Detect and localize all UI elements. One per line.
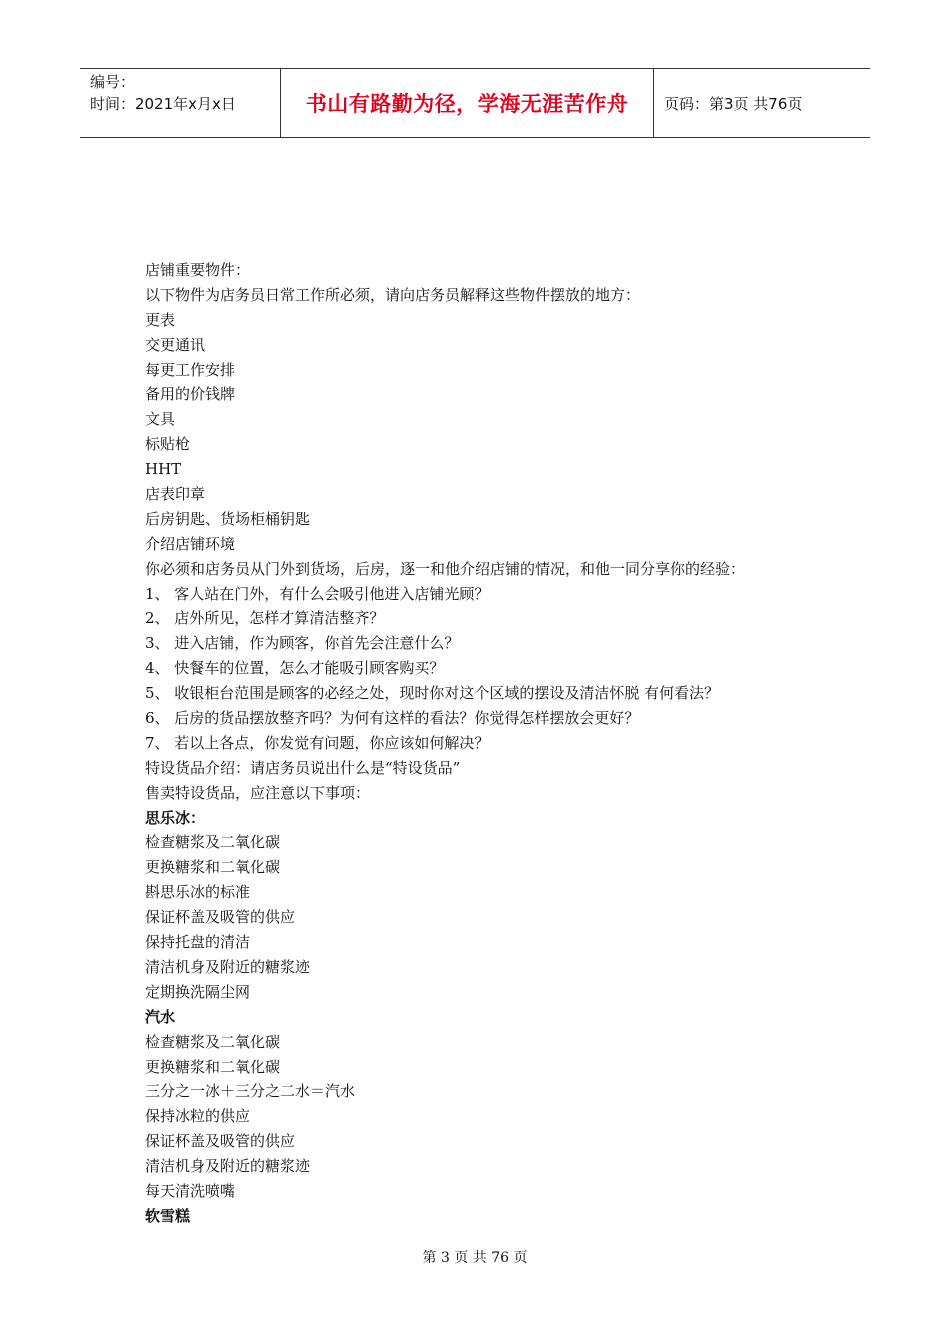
text-line: 售卖特设货品，应注意以下事项：	[145, 783, 371, 802]
text-line: 每天清洗喷嘴	[145, 1181, 236, 1200]
text-line: 2、 店外所见，怎样才算清洁整齐？	[145, 609, 385, 628]
text-line: 7、 若以上各点，你发觉有问题，你应该如何解决？	[145, 733, 490, 752]
text-line: 更表	[145, 310, 176, 329]
section-heading: 汽水	[145, 1007, 176, 1026]
text-line: 4、 快餐车的位置，怎么才能吸引顾客购买？	[145, 659, 445, 678]
time-label: 时间：2021年x月x日	[90, 95, 236, 113]
document-body	[145, 258, 845, 1229]
text-line: 以下物件为店务员日常工作所必须，请向店务员解释这些物件摆放的地方：	[145, 285, 641, 304]
section-heading: 软雪糕	[145, 1206, 191, 1225]
header-meta	[80, 69, 281, 137]
text-line: 斟思乐冰的标准	[145, 883, 251, 902]
header-motto	[281, 69, 654, 137]
text-line: 保证杯盖及吸管的供应	[145, 1132, 296, 1151]
number-label: 编号：	[90, 73, 136, 91]
text-line: HHT	[145, 460, 182, 479]
text-line: 检查糖浆及二氧化碳	[145, 833, 281, 852]
text-line: 5、 收银柜台范围是顾客的必经之处，现时你对这个区域的摆设及清洁怀脱 有何看法？	[145, 684, 720, 703]
text-line: 清洁机身及附近的糖浆迹	[145, 957, 311, 976]
page-label: 页码：第3页 共76页	[664, 94, 803, 113]
page-footer: 第 3 页 共 76 页	[422, 1250, 528, 1266]
text-line: 备用的价钱牌	[145, 385, 236, 404]
text-line: 标贴枪	[145, 435, 191, 454]
text-line: 店铺重要物件：	[145, 261, 251, 279]
page-header	[80, 68, 870, 138]
text-line: 介绍店铺环境	[145, 534, 236, 553]
text-line: 保证杯盖及吸管的供应	[145, 908, 296, 927]
header-page-info	[654, 69, 870, 137]
text-line: 更换糖浆和二氧化碳	[145, 858, 281, 877]
text-line: 清洁机身及附近的糖浆迹	[145, 1157, 311, 1176]
text-line: 1、 客人站在门外，有什么会吸引他进入店铺光顾？	[145, 584, 490, 603]
text-line: 文具	[145, 410, 176, 429]
text-line: 交更通讯	[145, 335, 206, 354]
text-line: 3、 进入店铺，作为顾客，你首先会注意什么？	[145, 634, 460, 653]
text-line: 每更工作安排	[145, 360, 236, 379]
text-line: 保持托盘的清洁	[145, 933, 251, 952]
text-line: 特设货品介绍：请店务员说出什么是“特设货品”	[145, 758, 461, 777]
text-line: 更换糖浆和二氧化碳	[145, 1057, 281, 1076]
section-heading: 思乐冰：	[145, 808, 206, 827]
text-line: 三分之一冰＋三分之二水＝汽水	[145, 1082, 356, 1101]
text-line: 保持冰粒的供应	[145, 1107, 251, 1126]
text-line: 定期换洗隔尘网	[145, 982, 251, 1001]
text-line: 后房钥匙、货场柜桶钥匙	[145, 509, 311, 528]
text-line: 你必须和店务员从门外到货场，后房，逐一和他介绍店铺的情况，和他一同分享你的经验：	[145, 559, 746, 578]
motto-text: 书山有路勤为径，学海无涯苦作舟	[305, 92, 629, 116]
text-line: 店表印章	[145, 485, 206, 504]
text-line: 检查糖浆及二氧化碳	[145, 1032, 281, 1051]
text-line: 6、 后房的货品摆放整齐吗？为何有这样的看法？你觉得怎样摆放会更好？	[145, 709, 640, 728]
